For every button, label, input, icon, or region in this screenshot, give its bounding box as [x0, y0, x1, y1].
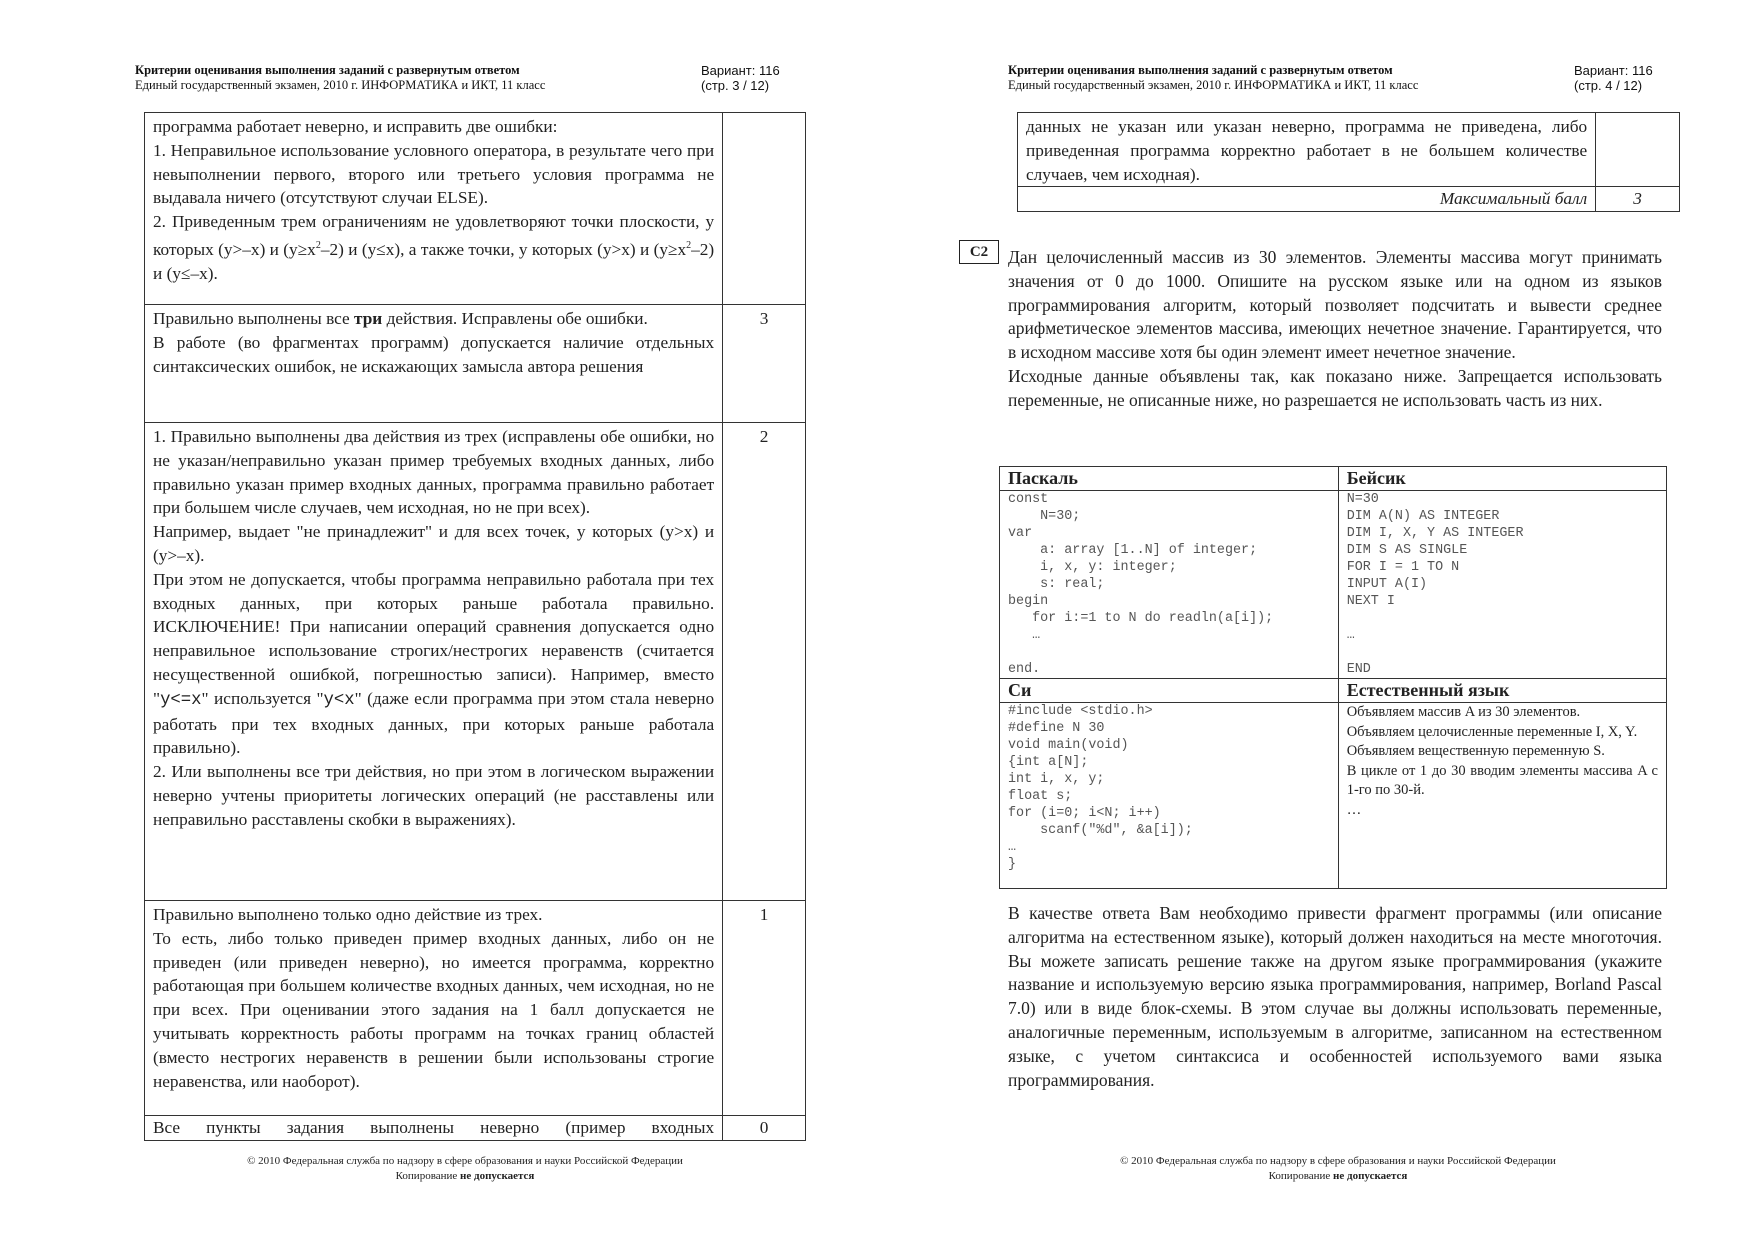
page-footer — [1028, 1154, 1648, 1184]
header-title: Критерии оценивания выполнения заданий с развернутым ответом — [135, 63, 520, 77]
copyright: © 2010 Федеральная служба по надзору в сфере образования и науки Российской Федерации — [1120, 1155, 1556, 1167]
code-line: int i, x, y; — [1008, 772, 1105, 787]
table-row — [145, 1116, 806, 1141]
code-line: var — [1008, 526, 1033, 541]
criteria-table-continued — [1017, 112, 1680, 212]
code-line: END — [1346, 662, 1371, 677]
code-line — [1008, 644, 1330, 661]
code-line: for i:=1 to N do readln(a[i]); — [1008, 611, 1274, 626]
code-line: DIM S AS SINGLE — [1346, 543, 1468, 558]
row-text: данных не указан или указан неверно, программа не приведена, либо приведенная программа корректно работает в не большем количестве случаев, чем исходная). — [1026, 117, 1588, 184]
code-line: N=30 — [1346, 492, 1379, 507]
code-line: Объявляем вещественную переменную S. — [1346, 743, 1605, 759]
row-text: 1. Правильно выполнены два действия из трех (исправлены обе ошибки, но не указан/неправильно указан пример требуемых входных данных, либо правильно указан пример входных данных, программа правильно работает при большем числе случаев, чем исходная, но не при всех). — [153, 427, 715, 518]
code-line: Объявляем массив A из 30 элементов. — [1346, 704, 1581, 720]
copy-notice: Копирование не допускается — [1268, 1170, 1408, 1182]
natural-text — [1347, 703, 1658, 820]
code-line: … — [1008, 628, 1041, 643]
page-header — [1008, 63, 1658, 93]
right-page — [873, 0, 1747, 1239]
code-line: #define N 30 — [1008, 721, 1105, 736]
code-line: INPUT A(I) — [1346, 577, 1428, 592]
code-table — [999, 466, 1667, 889]
code-line: void main(void) — [1008, 738, 1129, 753]
code-line: DIM I, X, Y AS INTEGER — [1346, 526, 1524, 541]
code-line: for (i=0; i<N; i++) — [1008, 806, 1161, 821]
page-number: (стр. 3 / 12) — [701, 78, 770, 93]
row-score: 3 — [759, 309, 769, 328]
task-text: Дан целочисленный массив из 30 элементов. Элементы массива могут принимать значения от 0 до 1000. Опишите на русском языке или на одном из языков программирования алгоритм, который позволяет подсчитать и вывести среднее арифметическое элементов массива, имеющих нечетное значение. Гарантируется, что в исходном массиве хотя бы один элемент имеет нечетное значение. — [1008, 247, 1662, 363]
page-header — [135, 63, 785, 93]
max-score-value: 3 — [1633, 189, 1642, 209]
c-code — [1008, 703, 1330, 873]
code-line: s: real; — [1008, 577, 1105, 592]
table-row — [145, 901, 806, 1116]
natural-header: Естественный язык — [1346, 680, 1510, 700]
code-line: float s; — [1008, 789, 1073, 804]
pascal-code — [1008, 491, 1330, 678]
basic-code — [1347, 491, 1658, 678]
code-line: … — [1008, 840, 1017, 855]
page-footer — [155, 1154, 775, 1184]
code-line: i, x, y: integer; — [1008, 560, 1177, 575]
code-line: a: array [1..N] of integer; — [1008, 543, 1258, 558]
row-text: 1. Неправильное использование условного оператора, в результате чего при невыполнении первого, второго или третьего условия программа не выдавала ничего (отсутствуют случаи ELSE). — [153, 140, 715, 208]
row-score: 2 — [759, 427, 769, 446]
row-text: При этом не допускается, чтобы программа неправильно работала при тех входных данных, при которых раньше работала правильно. ИСКЛЮЧЕНИЕ! При написании операций сравнения допускается одно неправильное использование строгих/нестрогих неравенств (считается несущественной ошибкой, погрешностью записи). Например, вместо "y<=x" используется "y<x" (даже если программа при этом стала неверно работать при тех входных данных, при которых раньше работала правильно). — [153, 569, 715, 758]
code-line: {int a[N]; — [1008, 755, 1089, 770]
code-line: FOR I = 1 TO N — [1346, 560, 1460, 575]
row-score: 0 — [759, 1118, 769, 1137]
row-score: 1 — [759, 905, 769, 924]
row-text: То есть, либо только приведен пример входных данных, либо он не приведен (или приведен неверно), но имеется программа, корректно работающая при большем количестве входных данных, чем исходная, но не при всех. При оценивании этого задания на 1 балл допускается не учитывать корректность работы программ на точках границ областей (вместо нестрогих неравенств в решении были использованы строгие неравенства, или наоборот). — [153, 928, 715, 1091]
header-subtitle: Единый государственный экзамен, 2010 г. ИНФОРМАТИКА и ИКТ, 11 класс — [1008, 78, 1419, 92]
row-text: программа работает неверно, и исправить две ошибки: — [153, 117, 558, 136]
code-line: #include <stdio.h> — [1008, 704, 1153, 719]
header-title: Критерии оценивания выполнения заданий с развернутым ответом — [1008, 63, 1393, 77]
row-text: Правильно выполнено только одно действие из трех. — [153, 905, 543, 924]
max-score-label: Максимальный балл — [1439, 189, 1588, 209]
code-line: В цикле от 1 до 30 вводим элементы массива A с 1-го по 30-й. — [1346, 762, 1658, 798]
code-line: end. — [1008, 662, 1041, 677]
variant-label: Вариант: 116 — [1574, 63, 1653, 78]
task-text-2: Исходные данные объявлены так, как показано ниже. Запрещается использовать переменные, не описанные ниже, но разрешается не использовать часть из них. — [1008, 365, 1662, 410]
table-row — [145, 305, 806, 423]
task-description — [1008, 246, 1662, 413]
row-text: 2. Приведенным трем ограничениям не удовлетворяют точки плоскости, у которых (y>–x) и $(y\ge x^2-2)$ и (y≤x), а также точки, у которых (y>x) и $(y\ge x^2-2)$ и (y≤–x). — [153, 212, 715, 283]
code-line: NEXT I — [1346, 594, 1395, 609]
code-line: N=30; — [1008, 509, 1081, 524]
table-row — [145, 113, 806, 305]
code-line: Объявляем целочисленные переменные I, X, Y. — [1346, 723, 1638, 740]
code-line — [1347, 644, 1658, 661]
variant-label: Вариант: 116 — [701, 63, 780, 78]
table-row — [145, 423, 806, 901]
pascal-header: Паскаль — [1008, 468, 1078, 488]
code-line: DIM A(N) AS INTEGER — [1346, 509, 1500, 524]
c-header: Си — [1008, 680, 1032, 700]
left-page — [0, 0, 873, 1239]
table-row — [1018, 113, 1680, 187]
copyright: © 2010 Федеральная служба по надзору в сфере образования и науки Российской Федерации — [247, 1155, 683, 1167]
code-line: begin — [1008, 594, 1049, 609]
table-row — [1018, 187, 1680, 212]
row-text: Правильно выполнены все три действия. Исправлены обе ошибки. — [153, 309, 648, 328]
row-text: Все пункты задания выполнены неверно (пример входных — [153, 1118, 715, 1137]
copy-notice: Копирование не допускается — [395, 1170, 535, 1182]
header-subtitle: Единый государственный экзамен, 2010 г. ИНФОРМАТИКА и ИКТ, 11 класс — [135, 78, 546, 92]
answer-instructions: В качестве ответа Вам необходимо привести фрагмент программы (или описание алгоритма на естественном языке), который должен находиться на месте многоточия. Вы можете записать решение также на другом языке программирования (укажите название и используемую версию языка программирования, например, Borland Pascal 7.0) или в виде блок-схемы. В этом случае вы должны использовать переменные, аналогичные переменным, используемым в алгоритме, записанном на естественном языке, с учетом синтаксиса и особенностей используемого вами языка программирования. — [1008, 903, 1662, 1090]
code-line: const — [1008, 492, 1049, 507]
row-text: В работе (во фрагментах программ) допускается наличие отдельных синтаксических ошибок, не искажающих замысла автора решения — [153, 332, 715, 376]
criteria-table — [144, 112, 806, 1141]
code-line: scanf("%d", &a[i]); — [1008, 823, 1193, 838]
task-label: C2 — [959, 240, 999, 264]
code-line: … — [1346, 801, 1362, 818]
page-number: (стр. 4 / 12) — [1574, 78, 1643, 93]
code-line: } — [1008, 857, 1017, 872]
basic-header: Бейсик — [1346, 468, 1406, 488]
row-text: Например, выдает "не принадлежит" и для всех точек, у которых (y>x) и (y>–x). — [153, 522, 715, 565]
row-text: 2. Или выполнены все три действия, но при этом в логическом выражении неверно учтены приоритеты логических операций (не расставлены или неправильно расставлены скобки в выражениях). — [153, 762, 715, 829]
code-line: … — [1346, 628, 1355, 643]
code-line — [1347, 610, 1658, 627]
